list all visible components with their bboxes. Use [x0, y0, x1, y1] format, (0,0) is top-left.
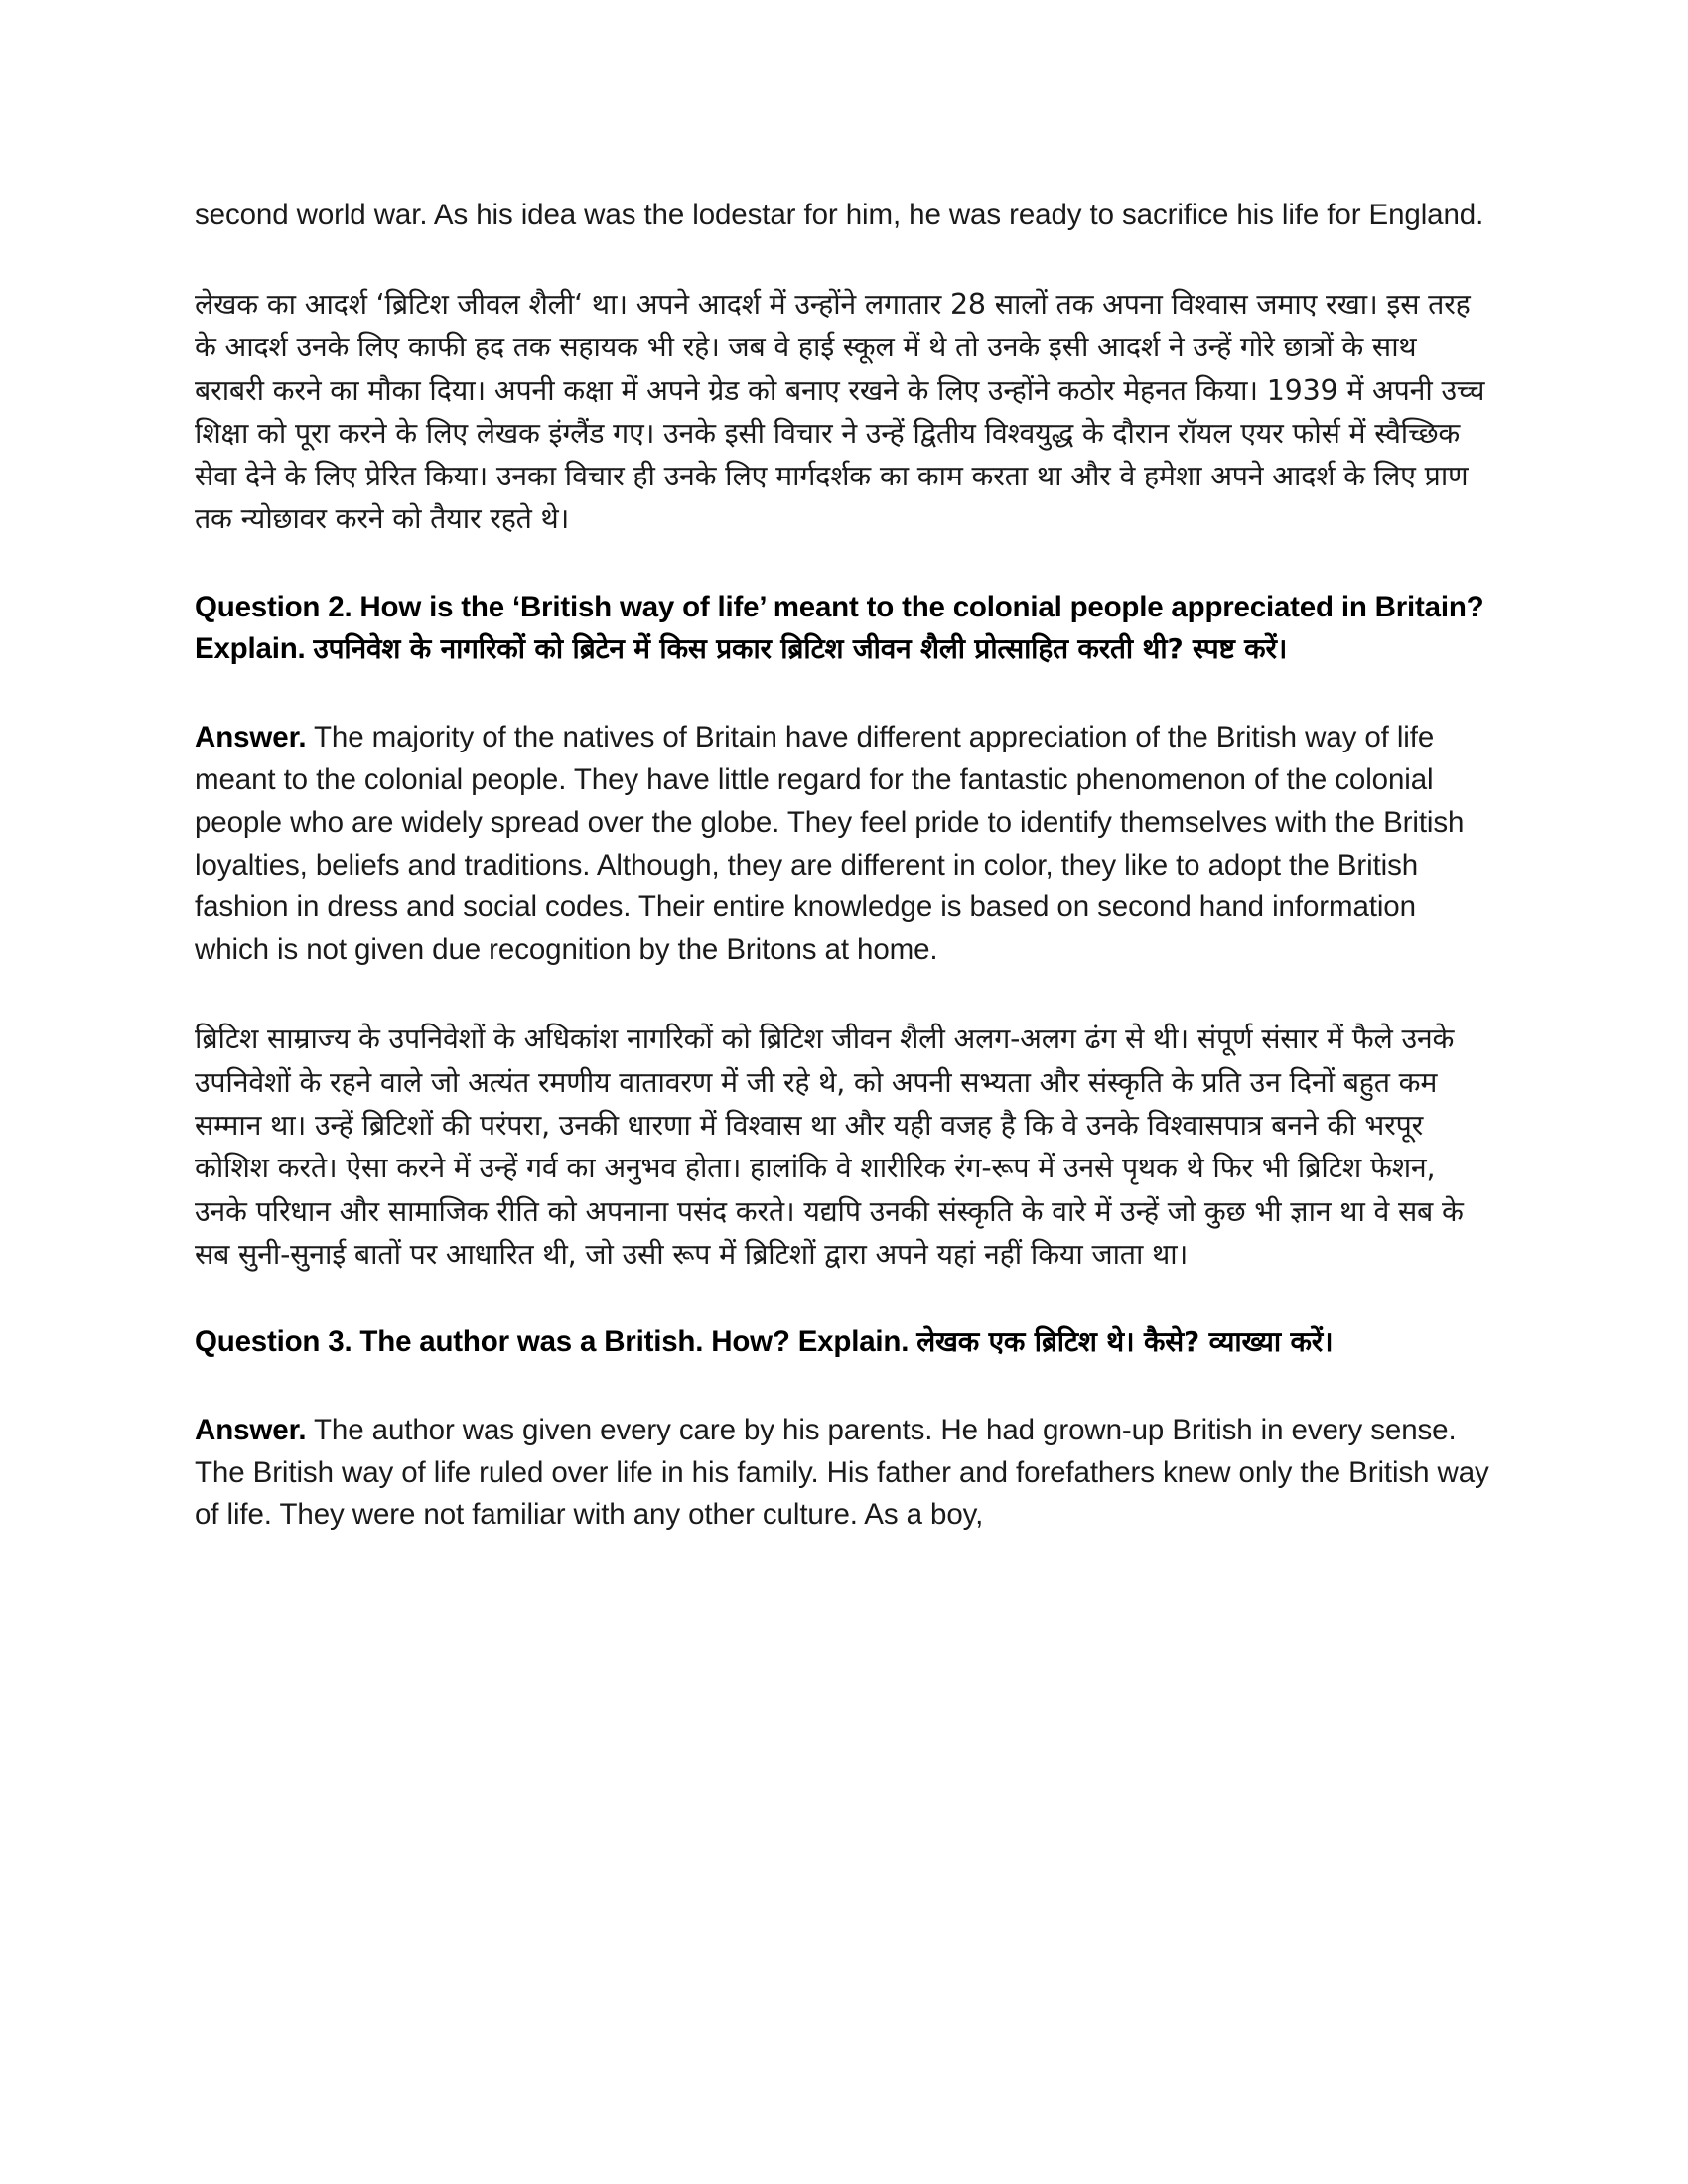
answer-3-english-body: The author was given every care by his parents. He had grown-up British in every sense. The British way of life ruled over life in his family. His father and forefathers knew only the British way of life. They were not familiar with any other culture. As a boy,: [195, 1413, 1489, 1532]
answer-2-hindi: ब्रिटिश साम्राज्य के उपनिवेशों के अधिकांश नागरिकों को ब्रिटिश जीवन शैली अलग-अलग ढंग से थी। संपूर्ण संसार में फैले उनके उपनिवेशों के रहने वाले जो अत्यंत रमणीय वातावरण में जी रहे थे, को अपनी सभ्यता और संस्कृति के प्रति उन दिनों बहुत कम सम्मान था। उन्हें ब्रिटिशों की परंपरा, उनकी धारणा में विश्वास था और यही वजह है कि वे उनके विश्वासपात्र बनने की भरपूर कोशिश करते। ऐसा करने में उन्हें गर्व का अनुभव होता। हालांकि वे शारीरिक रंग-रूप में उनसे पृथक थे फिर भी ब्रिटिश फेशन, उनके परिधान और सामाजिक रीति को अपनाना पसंद करते। यद्यपि उनकी संस्कृति के वारे में उन्हें जो कुछ भी ज्ञान था वे सब के सब सुनी-सुनाई बातों पर आधारित थी, जो उसी रूप में ब्रिटिशों द्वारा अपने यहां नहीं किया जाता था।: [195, 1023, 1464, 1271]
question-3-english: Question 3. The author was a British. How? Explain.: [195, 1325, 910, 1359]
page-content: [195, 195, 1491, 1582]
answer-3-label: Answer.: [195, 1413, 307, 1446]
answer-2-label: Answer.: [195, 720, 307, 753]
answer-3-english: [195, 1410, 1491, 1538]
question-2-heading: [195, 587, 1491, 671]
answer-2-english: [195, 717, 1491, 973]
paragraph-continuation-english: second world war. As his idea was the lodestar for him, he was ready to sacrifice his life for England.: [195, 199, 1484, 231]
answer-2-english-body: The majority of the natives of Britain have different appreciation of the British way of life meant to the colonial people. They have little regard for the fantastic phenomenon of the colonial people who are widely spread over the globe. They feel pride to identify themselves with the British loyalties, beliefs and traditions. Although, they are different in color, they like to adopt the British fashion in dress and social codes. Their entire knowledge is based on second hand information which is not given due recognition by the Britons at home.: [195, 720, 1465, 967]
question-2-english: Question 2. How is the ‘British way of life’ meant to the colonial people appreciated in Britain? Explain.: [195, 590, 1484, 666]
question-3-heading: [195, 1321, 1491, 1363]
question-3-hindi: लेखक एक ब्रिटिश थे। कैसे? व्याख्या करें।: [916, 1325, 1334, 1359]
paragraph-continuation-hindi: लेखक का आदर्श ‘ब्रिटिश जीवल शैली‘ था। अपने आदर्श में उन्होंने लगातार 28 सालों तक अपना विश्वास जमाए रखा। इस तरह के आदर्श उनके लिए काफी हद तक सहायक भी रहे। जब वे हाई स्कूल में थे तो उनके इसी आदर्श ने उन्हें गोरे छात्रों के साथ बराबरी करने का मौका दिया। अपनी कक्षा में अपने ग्रेड को बनाए रखने के लिए उन्होंने कठोर मेहनत किया। 1939 में अपनी उच्च शिक्षा को पूरा करने के लिए लेखक इंग्लैंड गए। उनके इसी विचार ने उन्हें द्वितीय विश्वयुद्ध के दौरान रॉयल एयर फोर्स में स्वैच्छिक सेवा देने के लिए प्रेरित किया। उनका विचार ही उनके लिए मार्गदर्शक का काम करता था और वे हमेशा अपने आदर्श के लिए प्राण तक न्योछावर करने को तैयार रहते थे।: [195, 287, 1485, 536]
question-2-hindi: उपनिवेश के नागरिकों को ब्रिटेन में किस प्रकार ब्रिटिश जीवन शैली प्रोत्साहित करती थी? स्पष्ट करें।: [313, 632, 1288, 666]
